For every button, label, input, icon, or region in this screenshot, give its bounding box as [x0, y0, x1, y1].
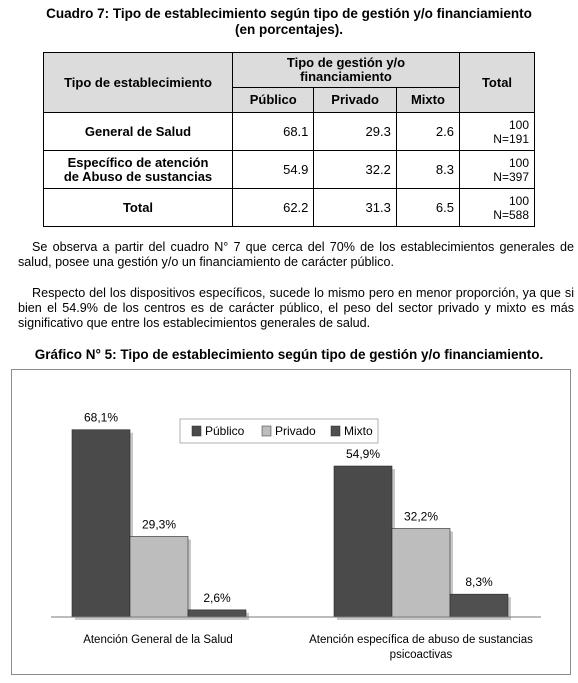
- chart-legend: [180, 419, 378, 443]
- cell-privado: 32.2: [314, 151, 396, 189]
- category-label: psicoactivas: [389, 649, 453, 661]
- table-row: [44, 113, 535, 151]
- chart-caption: Gráfico N° 5: Tipo de establecimiento según tipo de gestión y/o financiamiento.: [34, 347, 544, 362]
- category-label: Atención específica de abuso de sustancias: [309, 634, 533, 646]
- bar-1-0: [130, 536, 188, 617]
- paragraph-2: [18, 286, 574, 331]
- bar-2-0: [188, 610, 246, 617]
- data-table: [43, 52, 535, 227]
- paragraph-2-text: Respecto del los dispositivos específicos, sucede lo mismo pero en menor proporción, ya que si bien el 54.9% de los centros es de carácter público, el peso del sector privado y mixto es más significativo que entre los establecimientos generales de salud.: [18, 286, 574, 330]
- bar-1-1: [392, 528, 450, 617]
- cell-mixto: 6.5: [396, 189, 459, 227]
- total-pct: 100: [508, 193, 529, 208]
- bar-0-1: [334, 466, 392, 617]
- header-group-line1: Tipo de gestión y/o: [286, 55, 406, 70]
- legend-swatch: [262, 426, 271, 436]
- total-n: N=191: [493, 131, 529, 146]
- cell-publico: 54.9: [233, 151, 314, 189]
- bar-0-0: [72, 430, 130, 617]
- data-label: 68,1%: [83, 410, 119, 425]
- row-label: [44, 113, 233, 151]
- legend-label: Privado: [275, 424, 316, 438]
- header-group: [233, 53, 460, 88]
- cell-total: [460, 151, 535, 189]
- header-group-line2: financiamiento: [300, 69, 392, 84]
- sub-header-mixto: Mixto: [396, 88, 459, 113]
- paragraph-1: [18, 240, 574, 270]
- legend-swatch: [192, 426, 201, 436]
- row-label: [44, 189, 233, 227]
- row-label-line1: Específico de atención: [67, 154, 209, 170]
- cell-privado: 29.3: [314, 113, 396, 151]
- data-label: 29,3%: [141, 517, 177, 532]
- category-label: Atención General de la Salud: [83, 634, 233, 646]
- table-row: [44, 189, 535, 227]
- cell-total: [460, 189, 535, 227]
- bar-chart: [11, 369, 571, 675]
- data-label: 2,6%: [203, 590, 231, 605]
- paragraph-1-text: Se observa a partir del cuadro N° 7 que cerca del 70% de los establecimientos generales de salud, posee una gestión y/o un financiamiento de carácter público.: [18, 240, 574, 269]
- total-pct: 100: [508, 155, 529, 170]
- table-caption: [0, 6, 578, 38]
- cell-privado: 31.3: [314, 189, 396, 227]
- cell-mixto: 2.6: [396, 113, 459, 151]
- cell-publico: 62.2: [233, 189, 314, 227]
- row-label-line1: General de Salud: [84, 123, 192, 139]
- data-label: 32,2%: [403, 509, 439, 524]
- data-label: 8,3%: [465, 575, 493, 590]
- table-caption-line2: (en porcentajes).: [234, 22, 344, 37]
- table-row: [44, 151, 535, 189]
- cell-mixto: 8.3: [396, 151, 459, 189]
- row-label: [44, 151, 233, 189]
- row-label-line2: de Abuso de sustancias: [63, 168, 213, 184]
- cell-publico: 68.1: [233, 113, 314, 151]
- total-n: N=397: [493, 169, 529, 184]
- sub-header-privado: Privado: [314, 88, 396, 113]
- data-label: 54,9%: [345, 447, 381, 462]
- header-total: Total: [460, 53, 535, 113]
- total-n: N=588: [493, 207, 529, 222]
- row-label-line1: Total: [122, 199, 154, 215]
- legend-swatch: [331, 426, 340, 436]
- table-caption-line1: Cuadro 7: Tipo de establecimiento según tipo de gestión y/o financiamiento: [46, 6, 532, 21]
- header-row-label: Tipo de establecimiento: [44, 53, 233, 113]
- legend-label: Público: [205, 424, 245, 438]
- total-pct: 100: [508, 117, 529, 132]
- bar-2-1: [450, 594, 508, 617]
- cell-total: [460, 113, 535, 151]
- legend-label: Mixto: [344, 424, 373, 438]
- sub-header-publico: Público: [233, 88, 314, 113]
